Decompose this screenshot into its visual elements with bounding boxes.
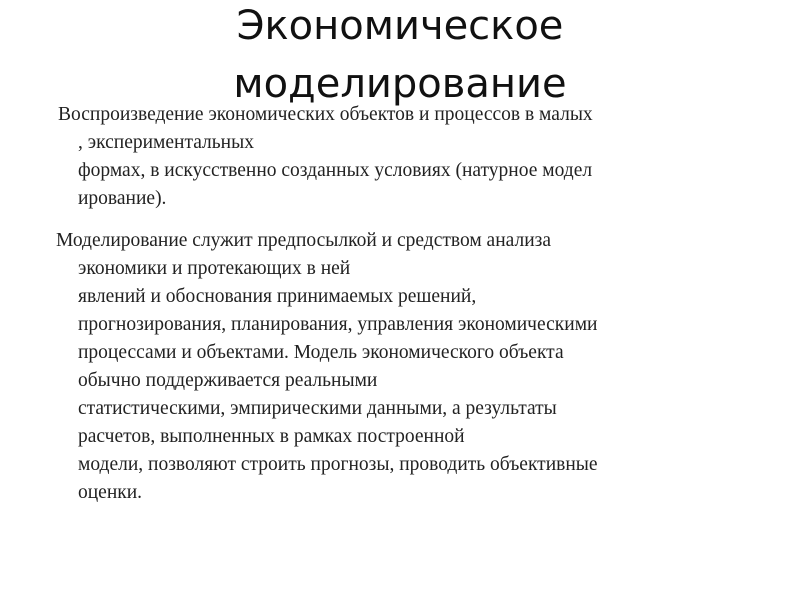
paragraph-line: Воспроизведение экономических объектов и процессов в малых bbox=[58, 104, 593, 125]
paragraph-line: обычно поддерживается реальными bbox=[78, 370, 378, 391]
paragraph-modeling-purpose bbox=[56, 227, 598, 507]
paragraph-reproduction bbox=[58, 101, 593, 213]
paragraph-line: ирование). bbox=[78, 188, 167, 209]
paragraph-line: явлений и обоснования принимаемых решений, bbox=[78, 286, 477, 307]
paragraph-line: экономики и протекающих в ней bbox=[78, 258, 351, 279]
paragraph-line: оценки. bbox=[78, 482, 143, 503]
paragraph-line: модели, позволяют строить прогнозы, проводить объективные bbox=[78, 454, 598, 475]
paragraph-line: формах, в искусственно созданных условиях (натурное модел bbox=[78, 160, 593, 181]
paragraph-line: прогнозирования, планирования, управления экономическими bbox=[78, 314, 598, 335]
paragraph-line: расчетов, выполненных в рамках построенной bbox=[78, 426, 465, 447]
paragraph-line: , экспериментальных bbox=[78, 132, 254, 153]
slide-title bbox=[0, 0, 800, 110]
title-line: моделирование bbox=[233, 61, 567, 107]
paragraph-line: Моделирование служит предпосылкой и средством анализа bbox=[56, 230, 552, 251]
paragraph-line: статистическими, эмпирическими данными, а результаты bbox=[78, 398, 557, 419]
title-line: Экономическое bbox=[236, 3, 564, 49]
paragraph-line: процессами и объектами. Модель экономического объекта bbox=[78, 342, 564, 363]
